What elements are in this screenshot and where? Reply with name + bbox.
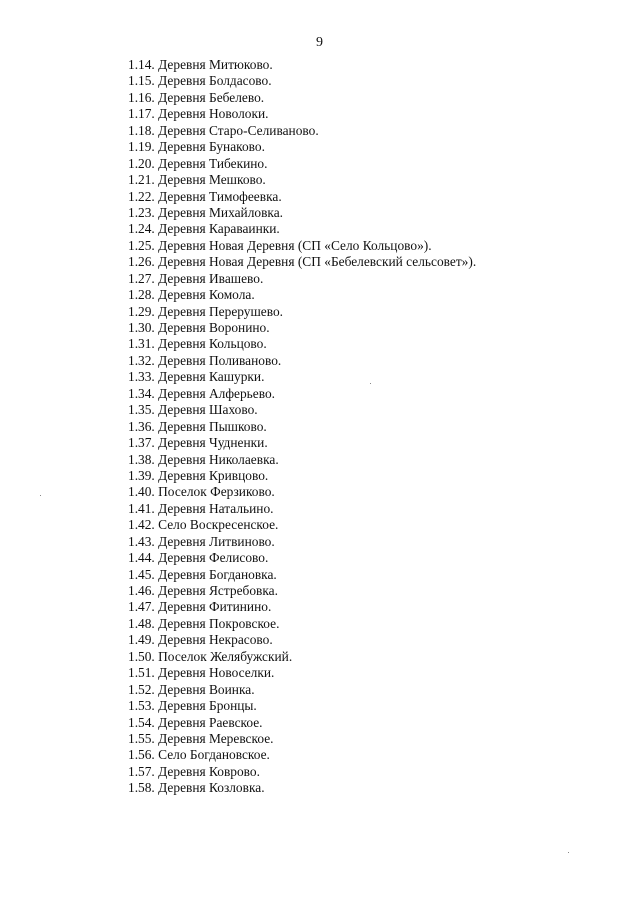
list-item: 1.39. Деревня Кривцово. (128, 467, 269, 483)
list-item: 1.24. Деревня Караваинки. (128, 221, 280, 237)
list-item: 1.14. Деревня Митюково. (128, 57, 273, 72)
list-item: 1.47. Деревня Фитинино. (128, 599, 272, 615)
list-item: 1.30. Деревня Воронино. (128, 320, 270, 335)
list-item: 1.19. Деревня Бунаково. (128, 139, 265, 155)
list-item: 1.45. Деревня Богдановка. (128, 566, 277, 582)
list-item: 1.15. Деревня Болдасово. (128, 73, 272, 89)
list-item: 1.57. Деревня Коврово. (128, 763, 260, 779)
list-item: 1.55. Деревня Меревское. (128, 730, 274, 746)
list-item: 1.42. Село Воскресенское. (128, 517, 279, 533)
list-item: 1.32. Деревня Поливаново. (128, 352, 282, 368)
page-number: 9 (316, 35, 323, 50)
list-item: 1.28. Деревня Комола. (128, 287, 255, 303)
list-item: 1.58. Деревня Козловка. (128, 780, 265, 796)
settlement-list (128, 57, 476, 797)
list-item: 1.23. Деревня Михайловка. (128, 204, 283, 220)
list-item: 1.22. Деревня Тимофеевка. (128, 188, 282, 204)
list-item: 1.49. Деревня Некрасово. (128, 632, 273, 648)
list-item: 1.26. Деревня Новая Деревня (СП «Бебелевский сельсовет»). (128, 254, 477, 270)
list-item: 1.29. Деревня Перерушево. (128, 303, 283, 319)
list-item: 1.33. Деревня Кашурки. (128, 369, 265, 385)
list-item: 1.34. Деревня Алферьево. (128, 385, 275, 401)
list-item: 1.38. Деревня Николаевка. (128, 451, 279, 467)
list-item: 1.50. Поселок Желябужский. (128, 648, 293, 664)
list-item: 1.37. Деревня Чудненки. (128, 435, 268, 451)
scan-speck (568, 852, 569, 853)
list-item: 1.43. Деревня Литвиново. (128, 533, 275, 549)
list-item: 1.40. Поселок Ферзиково. (128, 484, 275, 500)
list-item: 1.44. Деревня Фелисово. (128, 550, 269, 566)
list-item: 1.41. Деревня Натальино. (128, 500, 274, 516)
scan-speck (370, 383, 371, 384)
list-item: 1.56. Село Богдановское. (128, 747, 270, 763)
scan-speck (40, 495, 41, 496)
list-item: 1.48. Деревня Покровское. (128, 615, 280, 631)
list-item: 1.17. Деревня Новолоки. (128, 106, 269, 122)
list-item: 1.25. Деревня Новая Деревня (СП «Село Кольцово»). (128, 237, 432, 253)
list-item: 1.51. Деревня Новоселки. (128, 665, 275, 681)
list-item: 1.20. Деревня Тибекино. (128, 155, 268, 171)
list-item: 1.35. Деревня Шахово. (128, 402, 258, 418)
list-item: 1.46. Деревня Ястребовка. (128, 583, 278, 598)
list-item: 1.53. Деревня Бронцы. (128, 698, 257, 714)
list-item: 1.54. Деревня Раевское. (128, 714, 263, 730)
list-item: 1.16. Деревня Бебелево. (128, 89, 265, 105)
list-item: 1.18. Деревня Старо-Селиваново. (128, 122, 319, 138)
list-item: 1.27. Деревня Ивашево. (128, 270, 264, 286)
list-item: 1.52. Деревня Воинка. (128, 681, 255, 697)
list-item: 1.36. Деревня Пышково. (128, 418, 267, 434)
list-item: 1.31. Деревня Кольцово. (128, 336, 267, 352)
list-item: 1.21. Деревня Мешково. (128, 172, 266, 188)
